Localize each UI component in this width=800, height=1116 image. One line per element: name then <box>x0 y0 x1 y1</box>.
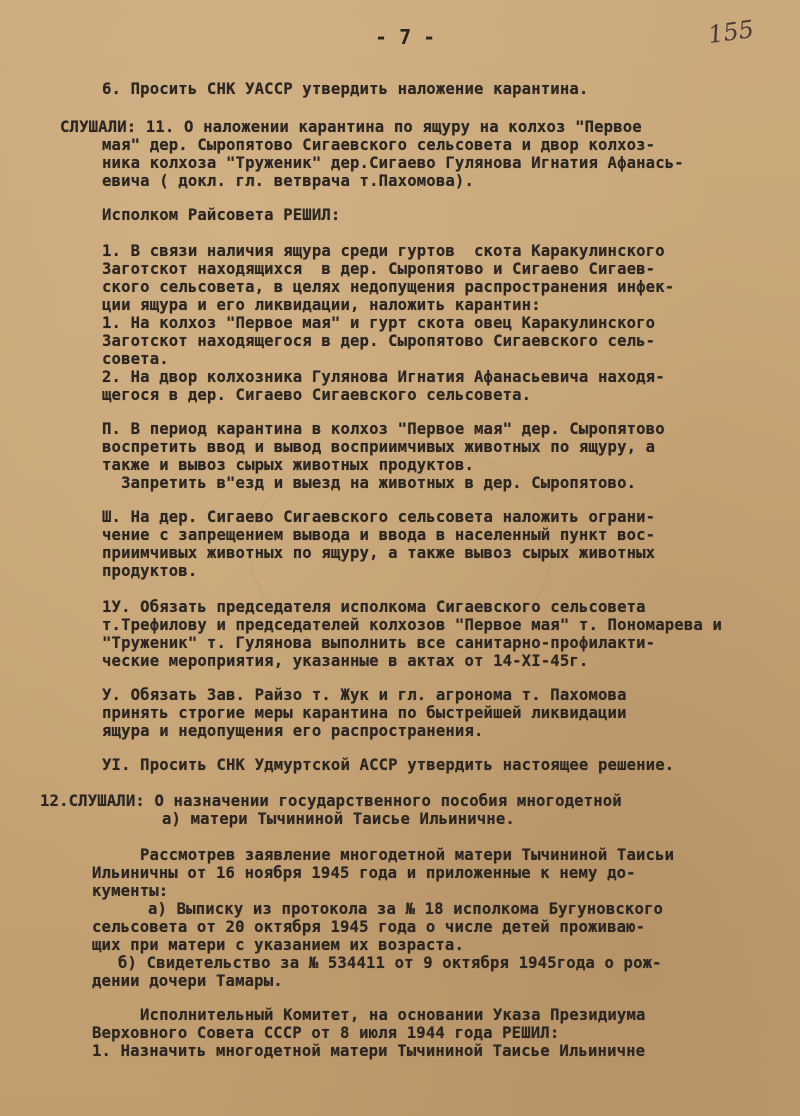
page-number: - 7 - <box>375 25 436 49</box>
text-line: Запретить в"езд и выезд на животных в дер. Сыропятово. <box>102 474 637 492</box>
text-line: евича ( докл. гл. ветврача т.Пахомова). <box>102 172 474 190</box>
text-line: У. Обязать Зав. Райзо т. Жук и гл. агронома т. Пахомова <box>102 686 627 704</box>
text-line: кументы: <box>92 882 169 900</box>
text-line: "Труженик" т. Гулянова выполнить все санитарно-профилакти- <box>102 634 656 652</box>
text-line: ящура и недопущения его распространения. <box>102 722 484 740</box>
text-line: Ш. На дер. Сигаево Сигаевского сельсовета наложить ограни- <box>102 508 656 526</box>
text-line: Ильиничны от 16 ноября 1945 года и приложенные к нему до- <box>92 864 636 882</box>
text-line: 1У. Обязать председателя исполкома Сигаевского сельсовета <box>102 598 646 616</box>
text-line: 6. Просить СНК УАССР утвердить наложение карантина. <box>102 80 589 98</box>
sheet-number: 155 <box>706 14 756 50</box>
text-line: б) Свидетельство за № 534411 от 9 октября 1945года о рож- <box>118 954 662 972</box>
text-line: сельсовета от 20 октября 1945 года о числе детей проживаю- <box>92 918 646 936</box>
text-line: а) Выписку из протокола за № 18 исполкома Бугуновского <box>148 900 664 918</box>
text-line: воспретить ввод и вывод восприимчивых животных по ящуру, а <box>102 438 656 456</box>
text-line: мая" дер. Сыропятово Сигаевского сельсовета и двор колхоз- <box>102 136 656 154</box>
text-line: 2. На двор колхозника Гулянова Игнатия Афанасьевича находя- <box>102 368 665 386</box>
text-line: щих при матери с указанием их возраста. <box>92 936 464 954</box>
text-line: Рассмотрев заявление многодетной матери Тычининой Таисьи <box>140 846 675 864</box>
text-line: совета. <box>102 350 169 368</box>
text-line: 1. Назначить многодетной матери Тычининой Таисье Ильиничне <box>92 1042 646 1060</box>
text-line: 12.СЛУШАЛИ: О назначении государственного пособия многодетной <box>40 792 622 810</box>
text-line: Исполнительный Комитет, на основании Указа Президиума <box>140 1006 646 1024</box>
text-line: Исполком Райсовета РЕШИЛ: <box>102 206 341 224</box>
text-line: щегося в дер. Сигаево Сигаевского сельсовета. <box>102 386 532 404</box>
text-line: ника колхоза "Труженик" дер.Сигаево Гулянова Игнатия Афанась- <box>102 154 684 172</box>
text-line: ского сельсовета, в целях недопущения распространения инфек- <box>102 278 675 296</box>
text-line: также и вывоз сырых животных продуктов. <box>102 456 474 474</box>
text-line: ции ящура и его ликвидации, наложить карантин: <box>102 296 541 314</box>
text-line: Заготскот находящихся в дер. Сыропятово и Сигаево Сигаев- <box>102 260 656 278</box>
text-line: Верховного Совета СССР от 8 июля 1944 года РЕШИЛ: <box>92 1024 560 1042</box>
text-line: дении дочери Тамары. <box>92 972 283 990</box>
text-line: П. В период карантина в колхоз "Первое мая" дер. Сыропятово <box>102 420 665 438</box>
text-line: 1. В связи наличия ящура среди гуртов скота Каракулинского <box>102 242 665 260</box>
text-line: СЛУШАЛИ: 11. О наложении карантина по ящуру на колхоз "Первое <box>60 118 642 136</box>
text-line: приимчивых животных по ящуру, а также вывоз сырых животных <box>102 544 656 562</box>
text-line: Заготскот находящегося в дер. Сыропятово Сигаевского сель- <box>102 332 656 350</box>
text-line: продуктов. <box>102 562 198 580</box>
text-line: а) матери Тычининой Таисье Ильиничне. <box>162 810 515 828</box>
text-line: УI. Просить СНК Удмуртской АССР утвердить настоящее решение. <box>102 756 675 774</box>
text-line: принять строгие меры карантина по быстрейшей ликвидации <box>102 704 627 722</box>
text-line: 1. На колхоз "Первое мая" и гурт скота овец Каракулинского <box>102 314 656 332</box>
text-line: т.Трефилову и председателей колхозов "Первое мая" т. Пономарева и <box>102 616 722 634</box>
text-line: чение с запрещением вывода и ввода в населенный пункт вос- <box>102 526 656 544</box>
text-line: ческие мероприятия, указанные в актах от 14-XI-45г. <box>102 652 589 670</box>
